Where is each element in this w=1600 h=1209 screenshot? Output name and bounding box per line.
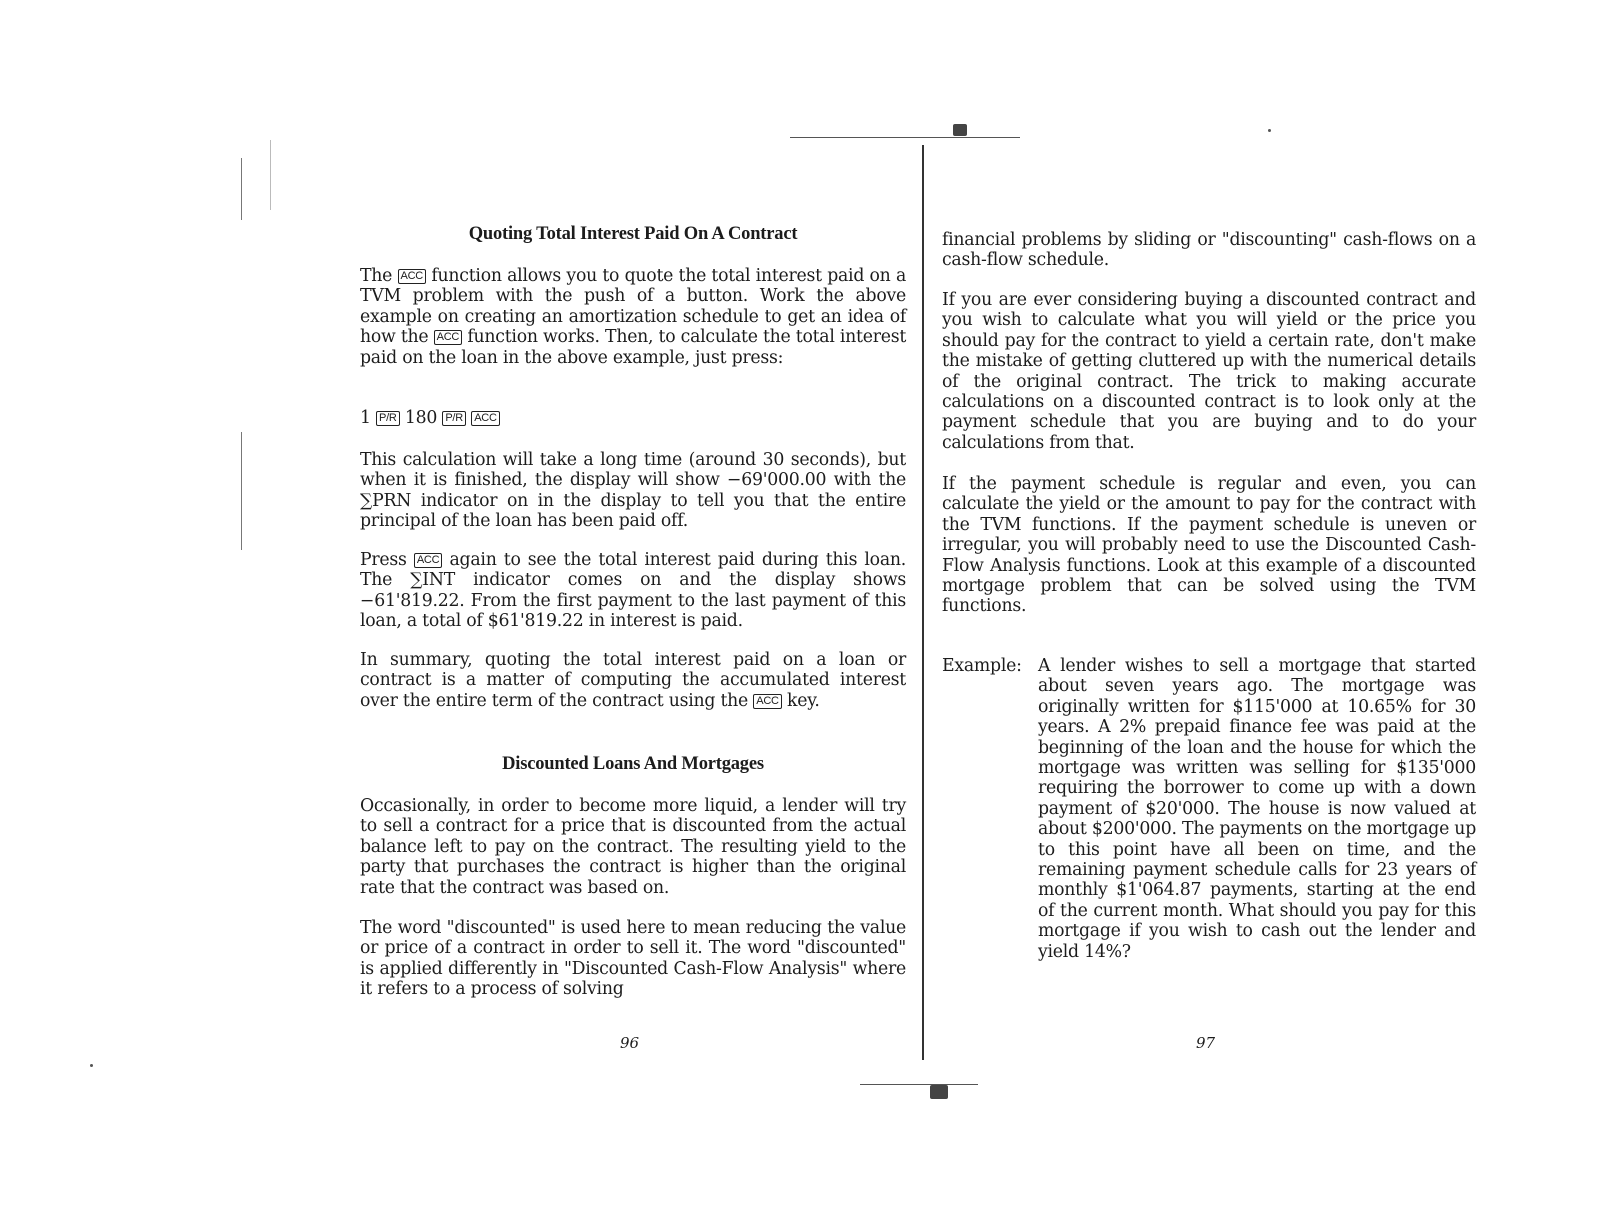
keystroke-sequence: 1 P/R 180 P/R ACC — [360, 408, 906, 428]
example-label: Example: — [942, 656, 1022, 676]
page-number-left: 96 — [620, 1034, 640, 1052]
margin-tick — [241, 432, 242, 550]
page-number-right: 97 — [1196, 1034, 1216, 1052]
paragraph-calculation-time: This calculation will take a long time (around 30 seconds), but when it is finished, the display will show −69'000.00 with the ∑PRN indicator on in the display to tell you that the entire principal of the loan has been paid off. — [360, 450, 906, 532]
paragraph-summary: In summary, quoting the total interest paid on a loan or contract is a matter of computing the accumulated interest over the entire term of the contract using the ACC key. — [360, 650, 906, 711]
margin-tick — [241, 158, 242, 220]
paragraph-lender-liquidity: Occasionally, in order to become more liquid, a lender will try to sell a contract for a price that is discounted from the actual balance left to pay on the contract. The resulting yield to the party that purchases the contract is higher than the original rate that the contract was based on. — [360, 796, 906, 898]
paragraph-discounted-definition: The word "discounted" is used here to mean reducing the value or price of a contract in order to sell it. The word "discounted" is applied differently in "Discounted Cash-Flow Analysis" where it refers to a process of solving — [360, 918, 906, 1000]
acc-key: ACC — [471, 411, 499, 426]
book-spine — [922, 145, 924, 1060]
pr-key: P/R — [442, 411, 466, 426]
paragraph-acc-intro: The ACC function allows you to quote the total interest paid on a TVM problem with the push of a button. Work the above example on creating an amortization schedule to get an idea of how the ACC function works. Then, to calculate the total interest paid on the loan in the above example, just press: — [360, 266, 907, 368]
section-heading-discounted-loans: Discounted Loans And Mortgages — [502, 754, 764, 774]
section-heading-quoting-interest: Quoting Total Interest Paid On A Contract — [468, 224, 798, 244]
margin-tick — [270, 140, 271, 210]
bottom-crop-mark — [930, 1085, 948, 1099]
speck — [1268, 129, 1271, 132]
paragraph-continued: financial problems by sliding or "discounting" cash-flows on a cash-flow schedule. — [942, 230, 1476, 271]
paragraph-press-acc-again: Press ACC again to see the total interest paid during this loan. The ∑INT indicator comes on and the display shows −61'819.22. From the first payment to the last payment of this loan, a total of $61'819.22 in interest is paid. — [360, 550, 906, 632]
bottom-crop-rule — [860, 1084, 978, 1085]
paragraph-buying-contract: If you are ever considering buying a discounted contract and you wish to calculate what you will yield or the price you should pay for the contract to yield a certain rate, don't make the mistake of getting cluttered up with the numerical details of the original contract. The trick to making accurate calculations on a discounted contract is to look only at the payment schedule that you are buying and to do your calculations from that. — [942, 290, 1476, 453]
speck — [90, 1064, 93, 1067]
top-crop-mark — [953, 124, 967, 136]
acc-key: ACC — [753, 694, 781, 709]
example-text: A lender wishes to sell a mortgage that started about seven years ago. The mortgage was originally written for $115'000 at 10.65% for 30 years. A 2% prepaid finance fee was paid at the beginning of the loan and the house for which the mortgage was written was selling for $135'000 requiring the borrower to come up with a down payment of $20'000. The house is now valued at about $200'000. The payments on the mortgage up to this point have all been on time, and the remaining payment schedule calls for 23 years of monthly $1'064.87 payments, starting at the end of the current month. What should you pay for this mortgage if you wish to cash out the lender and yield 14%? — [1038, 656, 1477, 962]
pr-key: P/R — [376, 411, 400, 426]
acc-key: ACC — [398, 269, 426, 284]
acc-key: ACC — [434, 330, 462, 345]
acc-key: ACC — [414, 553, 442, 568]
top-crop-rule — [790, 137, 1020, 138]
paragraph-payment-schedule: If the payment schedule is regular and even, you can calculate the yield or the amount to pay for the contract with the TVM functions. If the payment schedule is uneven or irregular, you will probably need to use the Discounted Cash-Flow Analysis functions. Look at this example of a discounted mortgage problem that can be solved using the TVM functions. — [942, 474, 1476, 617]
